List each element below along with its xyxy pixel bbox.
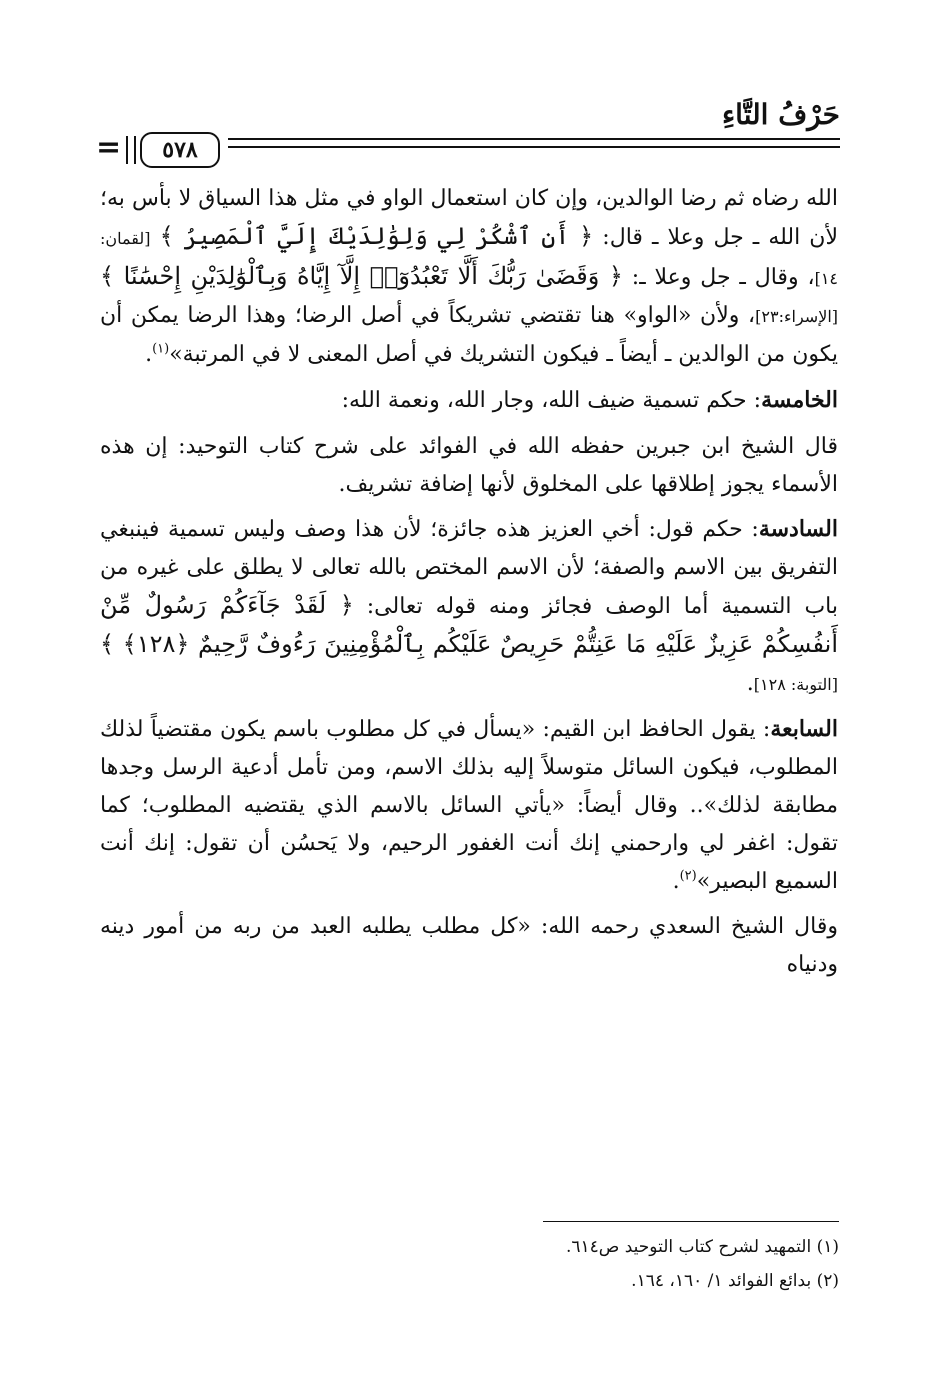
paragraph-end: .	[145, 342, 153, 368]
verse-reference: [التوبة: ١٢٨]	[753, 674, 838, 694]
paragraph-4	[100, 511, 838, 703]
quran-verse: ﴿ أَنِ ٱشْكُرْ لِي وَلِوَٰلِدَيْكَ إِلَيَّ ٱلْمَصِيرُ ﴾	[159, 221, 594, 250]
header-rule-bottom	[228, 146, 840, 148]
paragraph-text: : حكم تسمية ضيف الله، وجار الله، ونعمة الله:	[341, 387, 762, 413]
paragraph-text: : حكم قول: أخي العزيز هذه جائزة؛ لأن هذا وصف وليس تسمية فينبغي التفريق بين الاسم والصفة؛ لأن الاسم المختص بالله تعالى لا يطلق على غيره من باب التسمية أما الوصف فجائز ومنه قوله تعالى:	[100, 517, 839, 619]
main-text	[100, 180, 838, 984]
verse-reference: [الإسراء:٢٣]	[755, 307, 838, 327]
verse-reference: [لقمان: ١٤]	[100, 228, 838, 288]
footnote-item: (١) التمهيد لشرح كتاب التوحيد ص٦١٤.	[565, 1237, 839, 1257]
paragraph-2	[100, 382, 838, 420]
section-heading: السابعة	[770, 716, 838, 743]
paragraph-6	[100, 908, 838, 984]
footnote-item: (٢) بدائع الفوائد ١/ ١٦٠، ١٦٤.	[631, 1271, 839, 1291]
paragraph-text: ، وقال ـ جل وعلا ـ:	[622, 264, 815, 290]
paragraph-text: الله رضاه ثم رضا الوالدين، وإن كان استعمال الواو في مثل هذا السياق لا بأس به؛ لأن الله ـ جل وعلا ـ قال:	[100, 186, 839, 250]
header-equals-mark: =	[96, 130, 122, 165]
paragraph-3	[100, 428, 838, 504]
chapter-title: حَرْفُ التَّاءِ	[722, 98, 840, 131]
paragraph-end: .	[672, 868, 680, 894]
paragraph-text: ، ولأن «الواو» هنا تقتضي تشريكاً في أصل الرضا؛ وهذا الرضا يمكن أن يكون من الوالدين ـ أيضاً ـ فيكون التشريك في أصل المعنى لا في المرتبة»	[100, 303, 838, 368]
section-heading: السادسة	[758, 516, 838, 543]
paragraph-text: وقال الشيخ السعدي رحمه الله: «كل مطلب يطلبه العبد من ربه من أمور دينه ودنياه	[100, 914, 838, 978]
paragraph-1	[100, 180, 838, 374]
page-number: ٥٧٨	[140, 132, 220, 168]
page-header	[96, 92, 840, 172]
footnote-marker[interactable]: (٢)	[679, 868, 697, 884]
paragraph-5	[100, 711, 838, 900]
quran-verse: ﴿ لَقَدْ جَآءَكُمْ رَسُولٌ مِّنْ أَنفُسِكُمْ عَزِيزٌ عَلَيْهِ مَا عَنِتُّمْ حَرِيصٌ عَلَيْكُم بِٱلْمُؤْمِنِينَ رَءُوفٌ رَّحِيمٌ ﴿١٢٨﴾ ﴾	[100, 590, 838, 658]
section-heading: الخامسة	[761, 386, 838, 413]
header-rule-top	[228, 138, 840, 140]
footnote-divider	[543, 1221, 839, 1222]
quran-verse: ﴿ وَقَضَىٰ رَبُّكَ أَلَّا تَعْبُدُوٓا۟ إِلَّآ إِيَّاهُ وَبِٱلْوَٰلِدَيْنِ إِحْسَٰنًا ﴾	[100, 261, 623, 290]
footnotes	[101, 1230, 839, 1298]
paragraph-text: : يقول الحافظ ابن القيم: «يسأل في كل مطلوب باسم يكون مقتضياً لذلك المطلوب، فيكون السائل متوسلاً إليه بذلك الاسم، ومن تأمل أدعية الرسل وجدها مطابقة لذلك».. وقال أيضاً: «يأتي السائل بالاسم الذي يقتضيه المطلوب؛ كما تقول: اغفر لي وارحمني إنك أنت الغفور الرحيم، ولا يَحسُن أن تقول: إنك أنت السميع البصير»	[100, 717, 838, 894]
paragraph-end: .	[746, 670, 754, 696]
footnote-marker[interactable]: (١)	[152, 341, 170, 357]
paragraph-text: قال الشيخ ابن جبرين حفظه الله في الفوائد على شرح كتاب التوحيد: إن هذه الأسماء يجوز إطلاقها على المخلوق لأنها إضافة تشريف.	[100, 433, 838, 497]
